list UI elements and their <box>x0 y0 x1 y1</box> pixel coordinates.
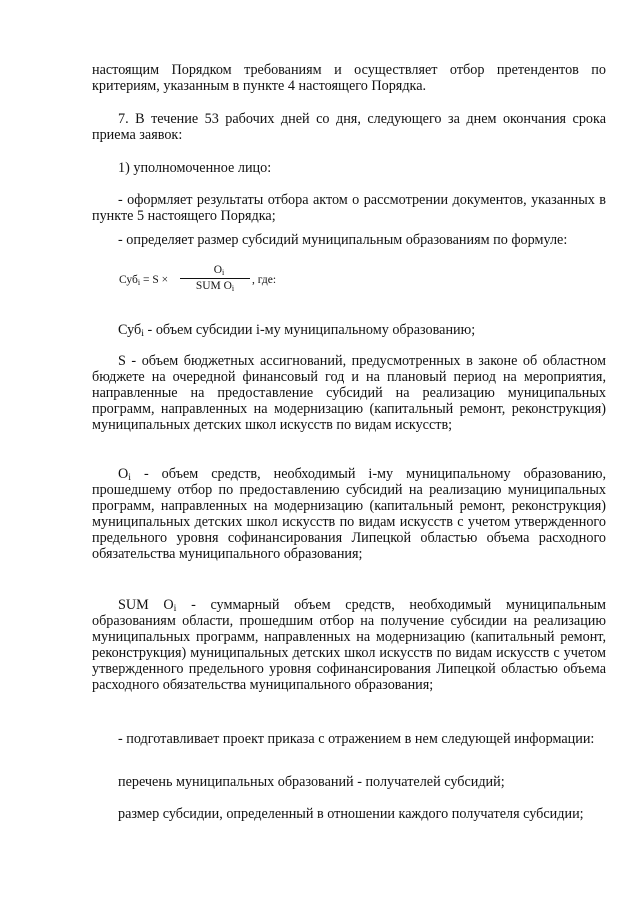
definition-oi-subscript: i <box>128 472 132 483</box>
formula-equals: = S × <box>140 274 169 286</box>
formula-lhs <box>119 274 168 286</box>
definition-sum-oi-subscript: i <box>173 603 177 614</box>
formula-numerator <box>180 264 250 277</box>
formula-denominator <box>180 280 250 293</box>
formula-where: , где: <box>252 274 277 286</box>
definition-sum-oi-text: - суммарный объем средств, необходимый муниципальным образованиям области, прошедшим отбор на получение субсидии на реализацию муниципальных программ, направленных на модернизацию (капитальный ремонт, реконструкция) муниципальных детских школ искусств по видам искусств с учетом утвержденного предельного уровня софинансирования Липецкой областью объема расходного обязательства муниципального образования; <box>92 597 606 693</box>
definition-sum-oi-term: SUM O <box>118 597 174 613</box>
definition-subsidy <box>92 322 606 338</box>
definition-oi <box>92 466 606 562</box>
paragraph-dash-formalize: - оформляет результаты отбора актом о рассмотрении документов, указанных в пункте 5 настоящего Порядка; <box>92 192 606 224</box>
definition-oi-text: - объем средств, необходимый i-му муниципальному образованию, прошедшему отбор по предоставлению субсидий на реализацию муниципальных программ, направленных на модернизацию (капитальный ремонт, реконструкция) муниципальных детских школ искусств по видам искусств с учетом утвержденного предельного уровня софинансирования Липецкой областью объема расходного обязательства муниципального образования; <box>92 466 606 562</box>
formula-fraction <box>180 264 250 293</box>
definition-subsidy-subscript: i <box>141 328 144 339</box>
formula-lhs-subscript: i <box>137 278 141 287</box>
paragraph-dash-prepare: - подготавливает проект приказа с отражением в нем следующей информации: <box>118 731 595 747</box>
paragraph-authorized-person: 1) уполномоченное лицо: <box>118 160 272 176</box>
paragraph-list-recipients: перечень муниципальных образований - получателей субсидий; <box>118 774 505 790</box>
definition-subsidy-text: - объем субсидии i-му муниципальному образованию; <box>144 322 476 338</box>
formula-lhs-symbol: Суб <box>119 274 138 286</box>
definition-s: S - объем бюджетных ассигнований, предусмотренных в законе об областном бюджете на очередной финансовый год и на плановый период на мероприятия, направленные на предоставление субсидий на реализацию муниципальных программ, направленных на модернизацию (капитальный ремонт, реконструкция) муниципальных детских школ искусств по видам искусств; <box>92 353 606 433</box>
formula-denominator-symbol: SUM O <box>195 280 232 292</box>
formula-denominator-subscript: i <box>231 284 235 293</box>
formula-numerator-symbol: O <box>213 264 223 276</box>
definition-subsidy-term: Суб <box>118 322 142 338</box>
paragraph-dash-determine: - определяет размер субсидий муниципальным образованиям по формуле: <box>118 232 568 248</box>
formula-fraction-bar <box>180 278 250 279</box>
definition-oi-term: O <box>118 466 129 482</box>
definition-sum-oi <box>92 597 606 693</box>
formula-numerator-subscript: i <box>222 268 225 277</box>
subsidy-formula <box>119 264 339 304</box>
paragraph-item-7: 7. В течение 53 рабочих дней со дня, следующего за днем окончания срока приема заявок: <box>92 111 606 143</box>
paragraph-continuation: настоящим Порядком требованиям и осуществляет отбор претендентов по критериям, указанным в пункте 4 настоящего Порядка. <box>92 62 606 94</box>
paragraph-list-amount: размер субсидии, определенный в отношении каждого получателя субсидии; <box>118 806 584 822</box>
